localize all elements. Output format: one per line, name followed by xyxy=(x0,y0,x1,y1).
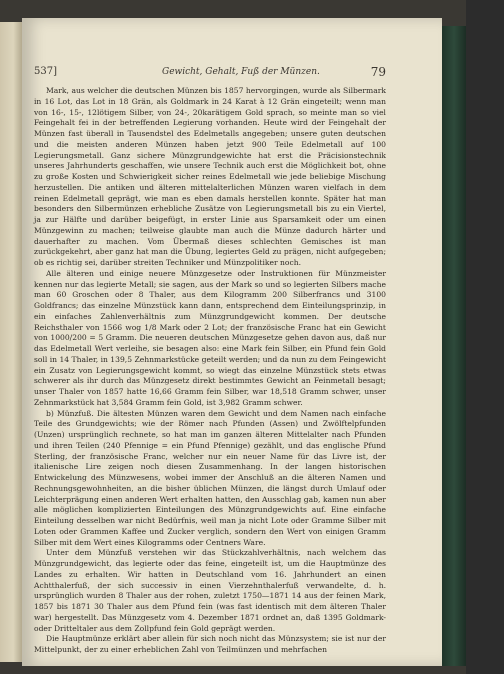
book-spine xyxy=(442,26,466,666)
paragraph: b) Münzfuß. Die ältesten Münzen waren dem Gewicht und dem Namen nach einfache Teile des Grundgewichts; wie der Römer nach Pfunden (Assen) und Zwölftelpfunden (Unzen) ursprünglich rechnete, so hat man im ganzen älteren Mittelalter nach Pfunden und ihren Teilen (240 Pfennige = ein Pfund Pfennige) gezählt, und das englische Pfund Sterling, der französische Franc, welcher nur ein neuer Name für das Livre ist, der italienische Lire zeigen noch diesen Zusammenhang. In der langen historischen Entwickelung des Münzwesens, wobei immer der Anschluß an die älteren Namen und Rechnungsgewohnheiten, an die bisher üblichen Münzen, die längst durch Umlauf oder Leichterprägung einen anderen Wert erhalten hatten, den Ausschlag gab, kamen nun aber alle möglichen komplizierten Einteilungen des Münzgrundgewichts auf. Eine einfache Einteilung desselben war nicht Bedürfnis, weil man ja nicht Lote oder Gramme Silber mit Loten oder Grammen Kaffee und Zucker verglich, sondern den Wert von einigen Gramm Silber mit dem Wert eines Kilogramms oder Centners Ware. xyxy=(34,408,386,547)
page-number-right: 79 xyxy=(370,65,386,79)
paragraph: Mark, aus welcher die deutschen Münzen bis 1857 hervorgingen, wurde als Silbermark in 16 Lot, das Lot in 18 Grän, als Goldmark in 24 Karat à 12 Grän eingeteilt; wenn man von 16-, 15-, 12lötigem Silber, von 24-, 20karätigem Gold sprach, so meinte man so viel Feingehalt fei in der betreffenden Legierung vorhanden. Heute wird der Feingehalt der Münzen fast überall in Tausendstel des Edelmetalls angegeben; unsere guten deutschen und die meisten anderen Münzen haben jetzt 900 Teile Edelmetall auf 100 Legierungsmetall. Ganz sichere Münzgrundgewichte hat erst die Präcisionstechnik unseres Jahrhunderts geschaffen, wie unsere Technik auch erst die Möglichkeit bot, ohne zu große Kosten und Schwierigkeit sicher reines Edelmetall wie jede beliebige Mischung herzustellen. Die antiken und älteren mittelalterlichen Münzen waren vielfach in dem reinen Edelmetall geprägt, wie man es eben damals herstellen konnte. Später hat man besonders den Silbermünzen erhebliche Zusätze von Legierungsmetall bis zu ein Viertel, ja zur Hälfte und darüber beigefügt, in erster Linie aus Sparsamkeit oder um einen Münzgewinn zu machen; teilweise glaubte man auch die Münze dadurch härter und dauerhafter zu machen. Vom Übermaß dieses schlechten Gemisches ist man zurückgekehrt, aber ganz hat man die Übung, legiertes Geld zu prägen, nicht aufgegeben; ob es richtig sei, darüber streiten Techniker und Münzpolitiker noch. xyxy=(34,86,386,267)
running-title: Gewicht, Gehalt, Fuß der Münzen. xyxy=(162,67,320,77)
running-header xyxy=(34,66,386,82)
paragraph: Die Hauptmünze erklärt aber allein für sich noch nicht das Münzsystem; sie ist nur der Mittelpunkt, der zu einer erheblichen Zahl von Teilmünzen und mehrfachen xyxy=(34,634,386,654)
background-edge xyxy=(466,0,504,674)
left-page-edge xyxy=(0,22,22,662)
page-number-left: 537] xyxy=(34,66,57,77)
paragraph: Alle älteren und einige neuere Münzgesetze oder Instruktionen für Münzmeister kennen nur das legierte Metall; sie sagen, aus der Mark so und so legierten Silbers mache man 60 Groschen oder 8 Thaler, aus dem Kilogramm 200 Silberfrancs und 3100 Goldfrancs; das einzelne Münzstück kann dann, entsprechend dem Einteilungsprinzip, in ein einfaches Zahlenverhältnis zum Münzgrundgewicht kommen. Der deutsche Reichsthaler von 1566 wog 1/8 Mark oder 2 Lot; der französische Franc hat ein Gewicht von 1000/200 = 5 Gramm. Die neueren deutschen Münzgesetze gehen davon aus, daß nur das Edelmetall Wert verleihe, sie besagen also: eine Mark fein Silber, ein Pfund fein Gold soll in 14 Thaler, in 139,5 Zehnmarkstücke geteilt werden; und da nun zu dem Feingewicht ein Zusatz von Legierungsgewicht kommt, so wiegt das einzelne Münzstück stets etwas schwerer als ihr durch das Münzgesetz direkt bestimmtes Gewicht an Feinmetall besagt; unser Thaler von 1857 hatte 16,66 Gramm fein Silber, war 18,518 Gramm schwer, unser Zehnmarkstück hat 3,584 Gramm fein Gold, ist 3,982 Gramm schwer. xyxy=(34,268,387,407)
paragraph: Unter dem Münzfuß verstehen wir das Stückzahlverhältnis, nach welchem das Münzgrundgewicht, das legierte oder das feine, eingeteilt ist, um die Hauptmünze des Landes zu erhalten. Wir hatten in Deutschland vom 16. Jahrhundert an einen Achtthalerfuß, der sich successiv in einen Vierzehnthalerfuß verwandelte, d. h. ursprünglich wurden 8 Thaler aus der rohen, zuletzt 1750—1871 14 aus der feinen Mark, 1857 bis 1871 30 Thaler aus dem Pfund fein (was fast identisch mit dem älteren Thaler war) hergestellt. Das Münzgesetz vom 4. Dezember 1871 ordnet an, daß 1395 Goldmark- oder Dritteltaler aus dem Zollpfund fein Gold geprägt werden. xyxy=(34,548,386,633)
page-body-text xyxy=(34,86,386,656)
